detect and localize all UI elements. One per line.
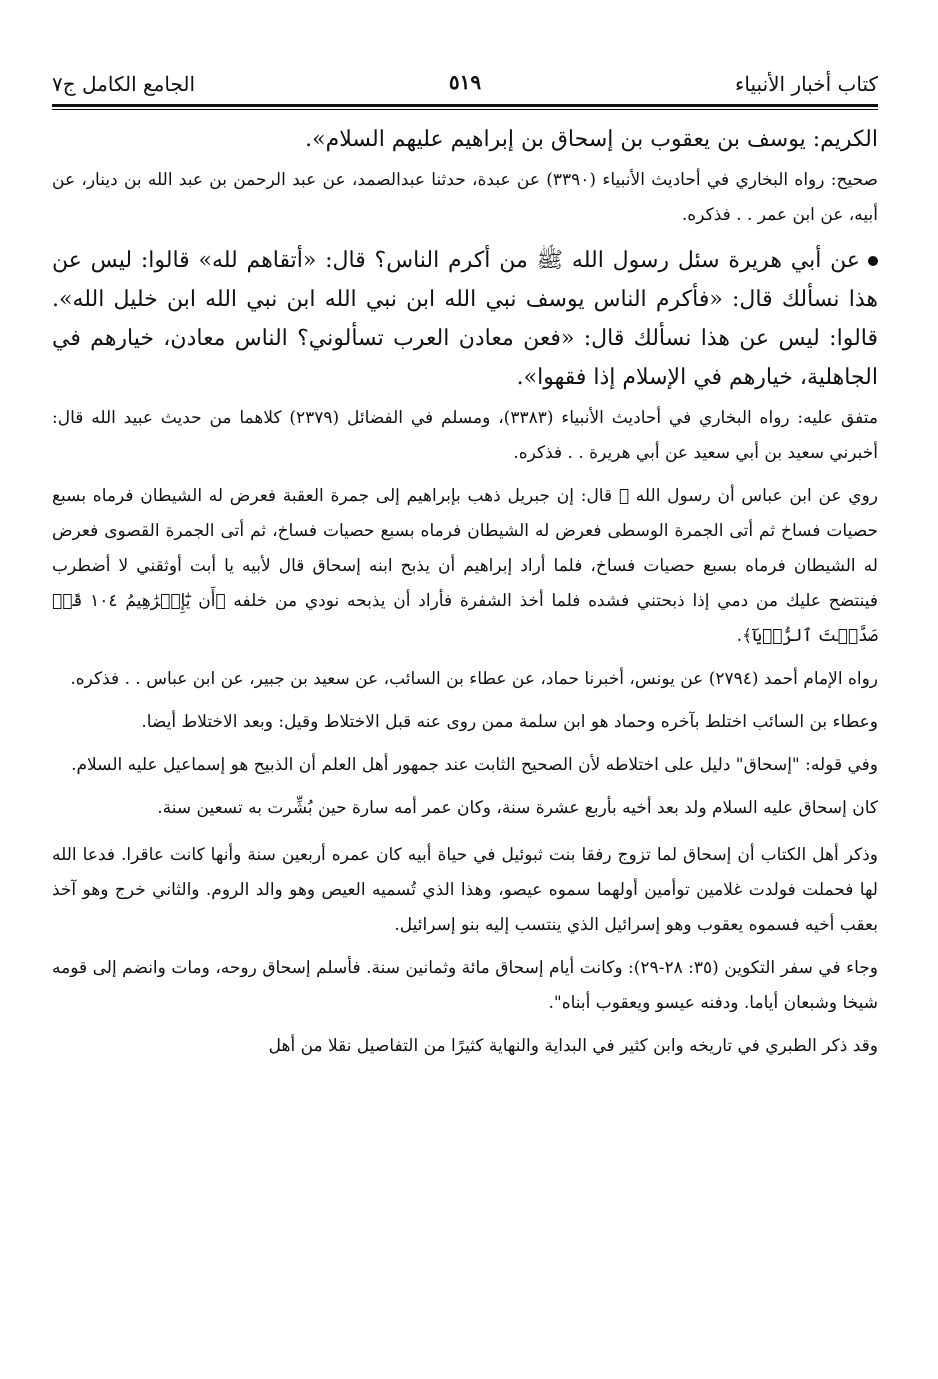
running-head bbox=[52, 58, 878, 102]
commentary-paragraph: وعطاء بن السائب اختلط بآخره وحماد هو ابن سلمة ممن روى عنه قبل الاختلاط وقيل: وبعد الاختلاط أيضا. bbox=[141, 712, 878, 732]
commentary-paragraph: وذكر أهل الكتاب أن إسحاق لما تزوج رفقا بنت ثبوئيل في حياة أبيه كان عمره أربعين سنة وأنها كانت عاقرا. فدعا الله لها فحملت فولدت غلامين توأمين أولهما سموه عيصو، وهذا الذي تُسميه العيص وهو والد الروم. والثاني خرج وهو آخذ بعقب أخيه فسموه يعقوب وهو إسرائيل الذي ينتسب إليه بنو إسرائيل. bbox=[52, 845, 878, 935]
takhrij-note: متفق عليه: رواه البخاري في أحاديث الأنبياء (٣٣٨٣)، ومسلم في الفضائل (٢٣٧٩) كلاهما من حديث عبيد الله قال: أخبرني سعيد بن أبي سعيد عن أبي هريرة . . فذكره. bbox=[52, 408, 878, 463]
commentary-paragraph: وجاء في سفر التكوين (٣٥: ٢٨-٢٩): وكانت أيام إسحاق مائة وثمانين سنة. فأسلم إسحاق روحه، ومات وانضم إلى قومه شيخا وشبعان أياما. ودفنه عيسو ويعقوب أبناه". bbox=[52, 958, 878, 1013]
volume-title: الجامع الكامل ج٧ bbox=[52, 72, 196, 96]
page-number: ٥١٩ bbox=[448, 70, 482, 94]
book-page bbox=[52, 58, 878, 1379]
book-title: كتاب أخبار الأنبياء bbox=[735, 72, 878, 96]
hadith-text: عن أبي هريرة سئل رسول الله ﷺ من أكرم الناس؟ قال: «أتقاهم لله» قالوا: ليس عن هذا نسألك قال: «فأكرم الناس يوسف نبي الله ابن نبي الله ابن نبي الله ابن خليل الله». قالوا: ليس عن هذا نسألك قال: «فعن معادن العرب تسألوني؟ الناس معادن، خيارهم في الجاهلية، خيارهم في الإسلام إذا فقهوا». bbox=[52, 248, 878, 390]
takhrij-note: رواه الإمام أحمد (٢٧٩٤) عن يونس، أخبرنا حماد، عن عطاء بن السائب، عن سعيد بن جبير، عن ابن عباس . . فذكره. bbox=[70, 669, 878, 689]
narration-paragraph: روي عن ابن عباس أن رسول الله ﷺ قال: إن جبريل ذهب بإبراهيم إلى جمرة العقبة فعرض له الشيطان فرماه بسبع حصيات فساخ ثم أتى الجمرة الوسطى فعرض له الشيطان فرماه بسبع حصيات فساخ، ثم أتى الجمرة القصوى فعرض له الشيطان فرماه بسبع حصيات فساخ، فلما أراد إبراهيم أن يذبح ابنه إسحاق قال لأبيه يا أبت أوثقني لا أضطرب فينتضح عليك من دمي إذا ذبحتني فشده فلما أخذ الشفرة فأراد أن يذبحه نودي من خلفه ﴿أَن يَٰٓإِبۡرَٰهِيمُ ١٠٤ قَدۡ صَدَّقۡتَ ٱلرُّءۡيَآ﴾. bbox=[52, 486, 878, 646]
hadith-paragraph bbox=[52, 241, 878, 397]
commentary-paragraph: وفي قوله: "إسحاق" دليل على اختلاطه لأن الصحيح الثابت عند جمهور أهل العلم أن الذبيح هو إسماعيل عليه السلام. bbox=[71, 755, 878, 775]
commentary-paragraph: كان إسحاق عليه السلام ولد بعد أخيه بأربع عشرة سنة، وكان عمر أمه سارة حين بُشِّرت به تسعين سنة. bbox=[157, 798, 878, 818]
hadith-text-ending: الكريم: يوسف بن يعقوب بن إسحاق بن إبراهيم عليهم السلام». bbox=[305, 127, 878, 152]
header-rule-thin bbox=[52, 109, 878, 110]
header-rule-thick bbox=[52, 104, 878, 107]
takhrij-note: صحيح: رواه البخاري في أحاديث الأنبياء (٣٣٩٠) عن عبدة، حدثنا عبدالصمد، عن عبد الرحمن بن عبد الله بن دينار، عن أبيه، عن ابن عمر . . فذكره. bbox=[52, 170, 878, 225]
bullet-icon bbox=[868, 256, 878, 266]
commentary-paragraph: وقد ذكر الطبري في تاريخه وابن كثير في البداية والنهاية كثيرًا من التفاصيل نقلا من أهل bbox=[268, 1036, 878, 1056]
